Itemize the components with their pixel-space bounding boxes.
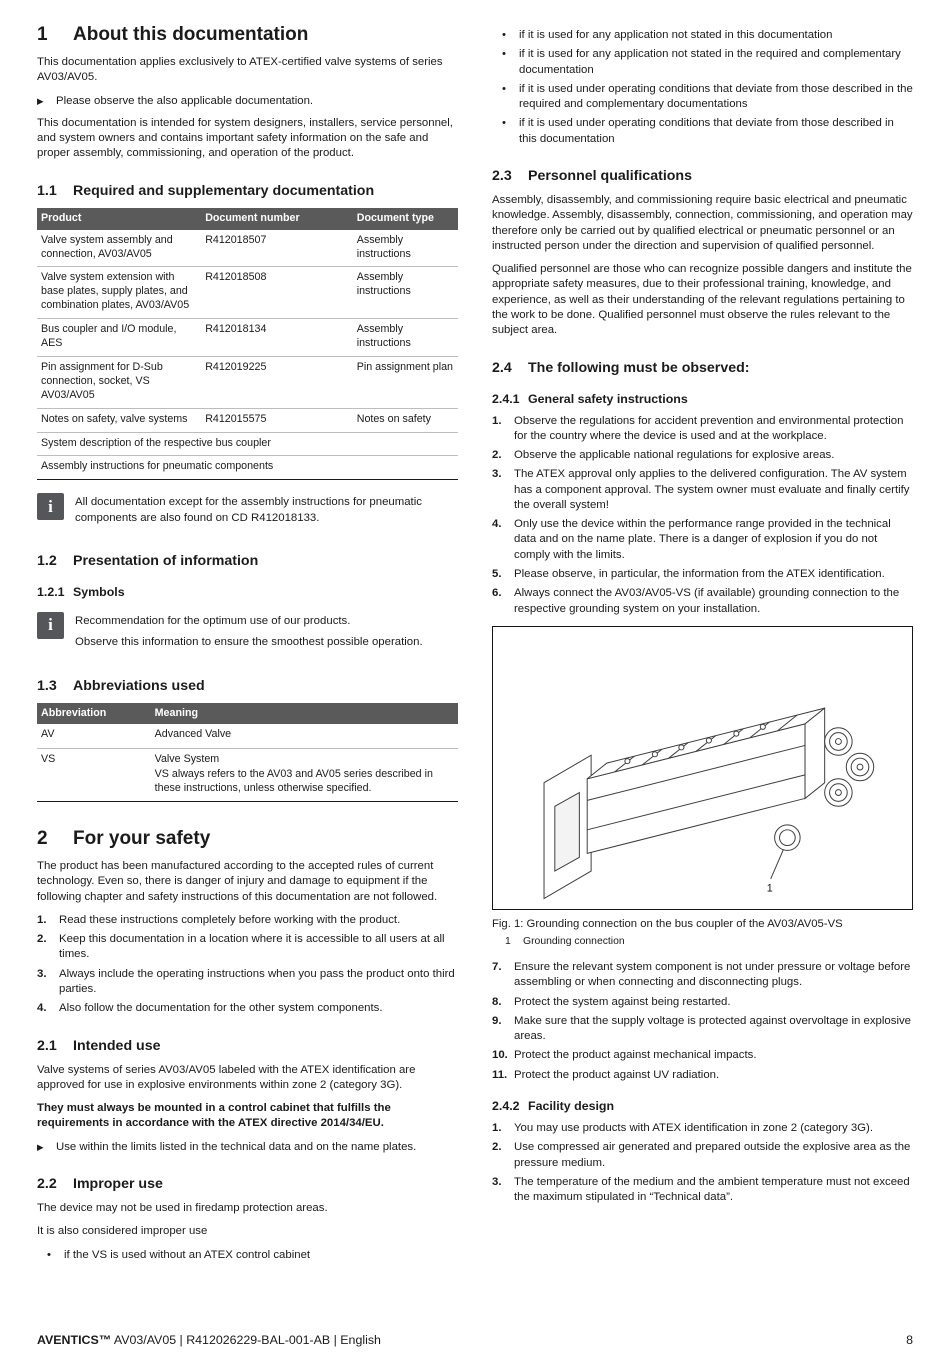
heading-number: 2.1 bbox=[37, 1037, 57, 1054]
list-item bbox=[492, 82, 913, 113]
bullet-icon: • bbox=[502, 29, 506, 41]
heading-number: 2.4.1 bbox=[492, 391, 520, 406]
instruction-item bbox=[37, 94, 458, 109]
heading-text: Presentation of information bbox=[73, 552, 259, 569]
heading-number: 1.3 bbox=[37, 677, 57, 694]
list-item bbox=[492, 1121, 913, 1136]
table-row bbox=[37, 356, 458, 408]
item-text: Always connect the AV03/AV05-VS (if available) grounding connection to the respective grounding system on your installation. bbox=[514, 587, 900, 615]
paragraph-bold: They must always be mounted in a control cabinet that fulfills the requirements in accordance with the ATEX directive 2014/34/EU. bbox=[37, 1102, 391, 1130]
heading-required-documentation bbox=[37, 183, 458, 199]
heading-text: For your safety bbox=[73, 828, 211, 850]
paragraph: This documentation applies exclusively to ATEX-certified valve systems of series AV03/AV05. bbox=[37, 56, 443, 84]
instruction-text: Use within the limits listed in the technical data and on the name plates. bbox=[56, 1140, 417, 1153]
table-cell: AV bbox=[37, 724, 151, 748]
numbered-list bbox=[492, 1121, 913, 1205]
item-text: Please observe, in particular, the information from the ATEX identification. bbox=[514, 568, 885, 581]
item-number: 2. bbox=[492, 1141, 502, 1154]
legend-text: Grounding connection bbox=[523, 936, 625, 947]
list-item bbox=[492, 995, 913, 1010]
item-text: if it is used under operating conditions that deviate from those described in this documentation bbox=[519, 117, 894, 145]
table-cell: Notes on safety, valve systems bbox=[37, 408, 201, 432]
heading-number: 2.4.2 bbox=[492, 1098, 520, 1113]
item-text: The temperature of the medium and the ambient temperature must not exceed the maximum stipulated in “Technical data”. bbox=[514, 1175, 910, 1204]
list-item bbox=[492, 116, 913, 147]
info-icon: i bbox=[37, 612, 64, 639]
bullet-list bbox=[492, 28, 913, 147]
list-item bbox=[492, 567, 913, 582]
item-text: if the VS is used without an ATEX control cabinet bbox=[64, 1248, 311, 1261]
item-number: 8. bbox=[492, 995, 502, 1008]
paragraph: It is also considered improper use bbox=[37, 1225, 208, 1238]
heading-text: Facility design bbox=[528, 1098, 615, 1113]
bullet-icon: • bbox=[502, 82, 506, 95]
item-text: Only use the device within the performance range provided in the technical data and on the name plate. There is a danger of explosion if you do not comply with the limits. bbox=[514, 518, 891, 561]
heading-abbreviations-used bbox=[37, 678, 458, 694]
table-cell: VS bbox=[41, 753, 56, 766]
item-text: Observe the applicable national regulations for explosive areas. bbox=[514, 449, 835, 462]
brand-name: AVENTICS™ bbox=[37, 1333, 112, 1347]
list-item bbox=[37, 967, 458, 998]
table-header-row bbox=[37, 208, 458, 230]
heading-for-your-safety bbox=[37, 828, 458, 850]
item-text: Observe the regulations for accident prevention and environmental protection for the country where the device is used and at the workplace. bbox=[514, 414, 904, 442]
table-cell-full: Assembly instructions for pneumatic components bbox=[41, 460, 274, 473]
numbered-list bbox=[492, 960, 913, 1083]
item-number: 3. bbox=[492, 1175, 502, 1188]
column-header: Document number bbox=[201, 208, 353, 230]
info-note bbox=[37, 493, 458, 532]
item-number: 4. bbox=[37, 1002, 47, 1015]
table-row bbox=[37, 749, 458, 802]
heading-text: Improper use bbox=[73, 1175, 163, 1192]
instruction-text: Please observe the also applicable documentation. bbox=[56, 94, 314, 107]
item-text: The ATEX approval only applies to the delivered configuration. The AV system has a component approval. The system owner must evaluate and finally certify the overall system! bbox=[514, 468, 910, 511]
list-item bbox=[37, 1248, 458, 1263]
item-text: Protect the product against UV radiation. bbox=[514, 1068, 720, 1081]
meaning-line: Advanced Valve bbox=[154, 728, 232, 741]
list-item bbox=[492, 467, 913, 513]
heading-text: The following must be observed: bbox=[528, 359, 750, 376]
item-number: 9. bbox=[492, 1014, 502, 1027]
list-item bbox=[492, 1048, 913, 1063]
column-header: Abbreviation bbox=[37, 703, 151, 725]
list-item bbox=[492, 414, 913, 445]
item-text: Read these instructions completely before working with the product. bbox=[59, 913, 401, 926]
note-line: Recommendation for the optimum use of our products. bbox=[75, 614, 351, 627]
heading-improper-use bbox=[37, 1176, 458, 1192]
paragraph: Qualified personnel are those who can recognize possible dangers and institute the appropriate safety measures, due to their professional training, knowledge, and experience, as well as their understanding of the relevant regulations pertaining to the work to be done. Qualified personnel must observe the rules relevant to the subject area. bbox=[492, 263, 912, 337]
heading-number: 1.2.1 bbox=[37, 584, 65, 599]
table-cell: Pin assignment for D-Sub connection, socket, VS AV03/AV05 bbox=[37, 356, 201, 408]
list-item bbox=[492, 517, 913, 563]
figure-callout-1: 1 bbox=[766, 882, 773, 895]
heading-number: 1 bbox=[37, 24, 48, 45]
item-text: Always include the operating instructions when you pass the product onto third parties. bbox=[59, 967, 455, 995]
heading-intended-use bbox=[37, 1038, 458, 1054]
table-row bbox=[37, 319, 458, 357]
heading-text: Symbols bbox=[73, 584, 125, 599]
list-item bbox=[492, 448, 913, 463]
heading-text: Abbreviations used bbox=[73, 677, 205, 694]
info-note-text bbox=[75, 612, 423, 657]
item-text: Use compressed air generated and prepared outside the explosive area as the pressure medium. bbox=[514, 1141, 911, 1169]
item-number: 1. bbox=[492, 1121, 502, 1134]
table-cell bbox=[151, 749, 458, 802]
list-item bbox=[37, 913, 458, 928]
item-number: 3. bbox=[37, 967, 47, 980]
table-cell: R412018134 bbox=[201, 319, 353, 357]
item-number: 1. bbox=[37, 913, 47, 926]
item-text: Protect the product against mechanical impacts. bbox=[514, 1049, 757, 1062]
footer-text: AV03/AV05 | R412026229-BAL-001-AB | English bbox=[111, 1333, 381, 1347]
list-item bbox=[492, 586, 913, 617]
list-item bbox=[492, 1068, 913, 1083]
heading-about-documentation bbox=[37, 24, 458, 46]
note-line: All documentation except for the assembly instructions for pneumatic components are also found on CD R412018133. bbox=[75, 496, 422, 524]
heading-general-safety-instructions bbox=[492, 392, 913, 406]
heading-number: 1.2 bbox=[37, 552, 57, 569]
table-cell: R412018508 bbox=[201, 267, 353, 319]
table-row bbox=[37, 456, 458, 480]
info-note-text bbox=[75, 493, 458, 532]
paragraph: Valve systems of series AV03/AV05 labeled with the ATEX identification are approved for use in explosive environments within zone 2 (category 3G). bbox=[37, 1063, 416, 1091]
item-number: 7. bbox=[492, 961, 502, 973]
heading-text: About this documentation bbox=[73, 24, 309, 45]
note-line: Observe this information to ensure the smoothest possible operation. bbox=[75, 636, 423, 649]
legend-number: 1 bbox=[505, 936, 511, 947]
figure-caption: Fig. 1: Grounding connection on the bus coupler of the AV03/AV05-VS bbox=[492, 917, 843, 930]
item-text: Also follow the documentation for the other system components. bbox=[59, 1002, 383, 1015]
item-text: if it is used for any application not stated in the required and complementary documentation bbox=[519, 48, 901, 76]
list-item bbox=[37, 1001, 458, 1016]
bullet-icon: • bbox=[502, 117, 506, 130]
item-number: 10. bbox=[492, 1049, 508, 1062]
item-text: Protect the system against being restarted. bbox=[514, 995, 731, 1008]
numbered-list bbox=[37, 913, 458, 1017]
table-cell: Assembly instructions bbox=[353, 267, 458, 319]
table-row bbox=[37, 432, 458, 456]
paragraph: Assembly, disassembly, and commissioning require basic electrical and pneumatic knowledge. Assembly, disassembly, connection, commissioning, and operation may therefore only be carried out by qualified electrical or pneumatic personnel or an instructed person under the direction and supervision of qualified personnel. bbox=[492, 193, 913, 252]
bullet-icon: • bbox=[502, 48, 506, 61]
numbered-list bbox=[492, 414, 913, 617]
item-number: 3. bbox=[492, 468, 502, 481]
heading-number: 2 bbox=[37, 828, 48, 850]
heading-text: Intended use bbox=[73, 1037, 161, 1054]
item-number: 2. bbox=[492, 449, 502, 462]
list-item bbox=[492, 1014, 913, 1045]
heading-personnel-qualifications bbox=[492, 168, 913, 184]
paragraph: The device may not be used in firedamp protection areas. bbox=[37, 1201, 328, 1214]
item-number: 6. bbox=[492, 587, 502, 600]
page-number: 8 bbox=[906, 1333, 913, 1347]
page-footer bbox=[37, 1333, 913, 1347]
item-text: if it is used under operating conditions that deviate from those described in the required and complementary documentations bbox=[519, 82, 913, 111]
heading-presentation-of-information bbox=[37, 553, 458, 569]
heading-symbols bbox=[37, 585, 458, 599]
list-item bbox=[492, 1175, 913, 1206]
item-text: Make sure that the supply voltage is protected against overvoltage in explosive areas. bbox=[514, 1014, 912, 1043]
column-header: Meaning bbox=[151, 703, 458, 725]
item-text: You may use products with ATEX identification in zone 2 (category 3G). bbox=[514, 1121, 873, 1134]
heading-text: Personnel qualifications bbox=[528, 167, 692, 184]
table-row bbox=[37, 408, 458, 432]
heading-number: 2.3 bbox=[492, 167, 512, 184]
table-cell: R412019225 bbox=[201, 356, 353, 408]
documentation-table bbox=[37, 208, 458, 481]
table-cell: Pin assignment plan bbox=[353, 356, 458, 408]
item-number: 2. bbox=[37, 933, 47, 946]
right-column bbox=[492, 24, 913, 1271]
paragraph: The product has been manufactured according to the accepted rules of current technology. Even so, there is danger of injury and damage to equipment if the following chapter and safety instructions of this documentation are not followed. bbox=[37, 860, 438, 903]
table-header-row bbox=[37, 703, 458, 725]
list-item bbox=[492, 1140, 913, 1171]
footer-document-id bbox=[37, 1333, 381, 1347]
meaning-line: Valve System bbox=[154, 753, 220, 766]
bullet-list bbox=[37, 1248, 458, 1263]
paragraph: This documentation is intended for system designers, installers, service personnel, and system owners and contains important safety information on the safe and proper assembly, commissioning, and operation of the product. bbox=[37, 116, 453, 160]
table-cell: Notes on safety bbox=[353, 408, 458, 432]
item-text: Ensure the relevant system component is not under pressure or voltage before assembling or when connecting and disconnecting plugs. bbox=[514, 961, 911, 989]
heading-text: General safety instructions bbox=[528, 391, 688, 406]
heading-number: 2.2 bbox=[37, 1175, 57, 1192]
info-note bbox=[37, 612, 458, 657]
column-header: Product bbox=[37, 208, 201, 230]
left-column bbox=[37, 24, 458, 1271]
meaning-line: VS always refers to the AV03 and AV05 series described in these instructions, unless otherwise specified. bbox=[154, 768, 433, 795]
table-row bbox=[37, 724, 458, 748]
item-number: 1. bbox=[492, 414, 502, 427]
heading-number: 2.4 bbox=[492, 359, 512, 376]
table-row bbox=[37, 267, 458, 319]
table-cell: Assembly instructions bbox=[353, 230, 458, 267]
table-cell bbox=[151, 724, 458, 748]
figure-legend bbox=[505, 936, 913, 947]
table-cell: Valve system extension with base plates, supply plates, and combination plates, AV03/AV05 bbox=[37, 267, 201, 319]
list-item bbox=[37, 932, 458, 963]
item-number: 11. bbox=[492, 1068, 508, 1081]
arrow-bullet-icon: ▶ bbox=[37, 95, 44, 106]
item-text: if it is used for any application not stated in this documentation bbox=[519, 29, 833, 41]
table-cell: Bus coupler and I/O module, AES bbox=[37, 319, 201, 357]
list-item bbox=[492, 960, 913, 991]
table-cell-full: System description of the respective bus coupler bbox=[37, 432, 458, 456]
table-cell: Valve system assembly and connection, AV03/AV05 bbox=[37, 230, 201, 267]
item-number: 5. bbox=[492, 568, 502, 581]
heading-number: 1.1 bbox=[37, 182, 57, 199]
info-icon: i bbox=[37, 493, 64, 520]
figure-1 bbox=[492, 626, 913, 910]
heading-facility-design bbox=[492, 1099, 913, 1113]
table-cell: R412018507 bbox=[201, 230, 353, 267]
table-cell: R412015575 bbox=[201, 408, 353, 432]
arrow-bullet-icon: ▶ bbox=[37, 1141, 44, 1152]
valve-system-drawing bbox=[493, 634, 912, 902]
table-cell: Assembly instructions bbox=[353, 319, 458, 357]
abbreviations-table bbox=[37, 703, 458, 803]
heading-following-must-be-observed bbox=[492, 360, 913, 376]
item-text: Keep this documentation in a location where it is accessible to all users at all times. bbox=[59, 933, 445, 961]
item-number: 4. bbox=[492, 518, 502, 531]
table-row bbox=[37, 230, 458, 267]
instruction-item bbox=[37, 1140, 458, 1155]
column-header: Document type bbox=[353, 208, 458, 230]
heading-text: Required and supplementary documentation bbox=[73, 182, 375, 199]
list-item bbox=[492, 47, 913, 78]
list-item bbox=[492, 28, 913, 43]
bullet-icon: • bbox=[47, 1248, 51, 1261]
